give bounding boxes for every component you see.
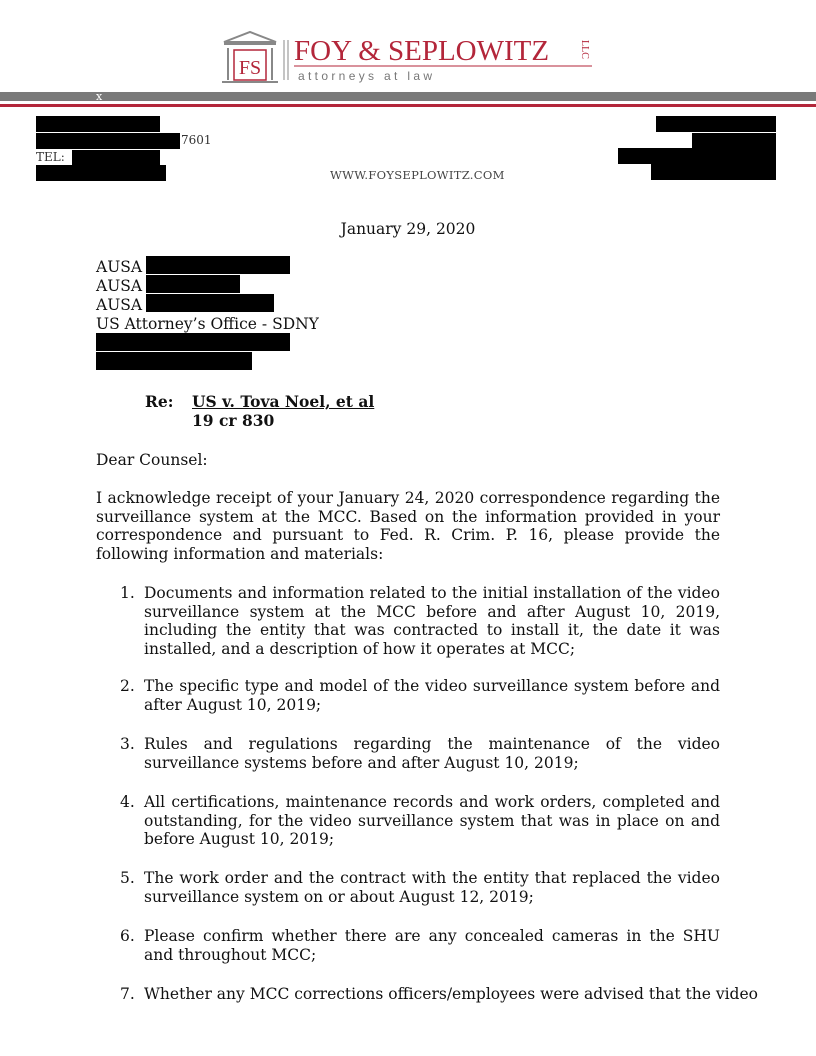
header-band-red <box>0 104 816 107</box>
request-number: 6. <box>120 927 135 945</box>
salutation: Dear Counsel: <box>96 451 208 469</box>
recipient-label: AUSA <box>96 277 143 295</box>
redaction-address-3 <box>36 165 166 181</box>
redaction-address-1 <box>36 116 160 132</box>
redaction-right-3 <box>618 148 776 164</box>
request-text: The specific type and model of the video surveillance system before and after August 10, 2019; <box>144 677 720 714</box>
redaction-office-address-1 <box>96 333 290 351</box>
stray-mark: x <box>96 90 103 103</box>
request-number: 1. <box>120 584 135 602</box>
redaction-address-2 <box>36 133 180 149</box>
request-text: Rules and regulations regarding the maintenance of the video surveillance systems before and after August 10, 2019; <box>144 735 720 772</box>
letter-date: January 29, 2020 <box>340 220 476 238</box>
redaction-tel <box>72 150 160 165</box>
recipient-label: AUSA <box>96 258 143 276</box>
logo-monogram: FS <box>238 57 262 79</box>
redaction-office-address-2 <box>96 352 252 370</box>
pediment-icon <box>224 32 276 42</box>
request-number: 7. <box>120 985 135 1003</box>
firm-logo <box>220 30 600 86</box>
redaction-right-1 <box>656 116 776 132</box>
redaction-right-2 <box>692 133 776 149</box>
header-band-gray <box>0 92 816 101</box>
case-number: 19 cr 830 <box>192 411 275 430</box>
request-text: The work order and the contract with the entity that replaced the video surveillance system on or about August 12, 2019; <box>144 869 720 906</box>
firm-tagline: a t t o r n e y s a t l a w <box>298 69 433 83</box>
address-fragment: 7601 <box>181 133 212 147</box>
re-label: Re: <box>145 392 174 411</box>
request-number: 3. <box>120 735 135 753</box>
recipient-label: AUSA <box>96 296 143 314</box>
request-text: Please confirm whether there are any concealed cameras in the SHU and throughout MCC; <box>144 927 720 964</box>
request-text: Documents and information related to the initial installation of the video surveillance system at the MCC before and after August 10, 2019, including the entity that was contracted to install it, the date it was installed, and a description of how it operates at MCC; <box>144 584 720 658</box>
redaction-right-4 <box>651 164 776 180</box>
request-number: 5. <box>120 869 135 887</box>
request-number: 4. <box>120 793 135 811</box>
redaction-recipient-2 <box>146 275 240 293</box>
redaction-recipient-1 <box>146 256 290 274</box>
intro-paragraph: I acknowledge receipt of your January 24, 2020 correspondence regarding the surveillance system at the MCC. Based on the information provided in your correspondence and pursuant to Fed. R. Crim. P. 16, please provide the following information and materials: <box>96 489 720 563</box>
recipient-office: US Attorney’s Office - SDNY <box>96 315 319 333</box>
tel-label: TEL: <box>36 150 65 164</box>
website-link[interactable]: WWW.FOYSEPLOWITZ.COM <box>330 168 505 182</box>
request-text: Whether any MCC corrections officers/employees were advised that the video <box>144 985 758 1003</box>
request-number: 2. <box>120 677 135 695</box>
redaction-recipient-3 <box>146 294 274 312</box>
firm-suffix: LLC <box>579 40 590 59</box>
firm-name: FOY & SEPLOWITZ <box>294 35 550 67</box>
case-name: US v. Tova Noel, et al <box>192 392 375 411</box>
request-text: All certifications, maintenance records and work orders, completed and outstanding, for the video surveillance system that was in place on and before August 10, 2019; <box>144 793 720 848</box>
